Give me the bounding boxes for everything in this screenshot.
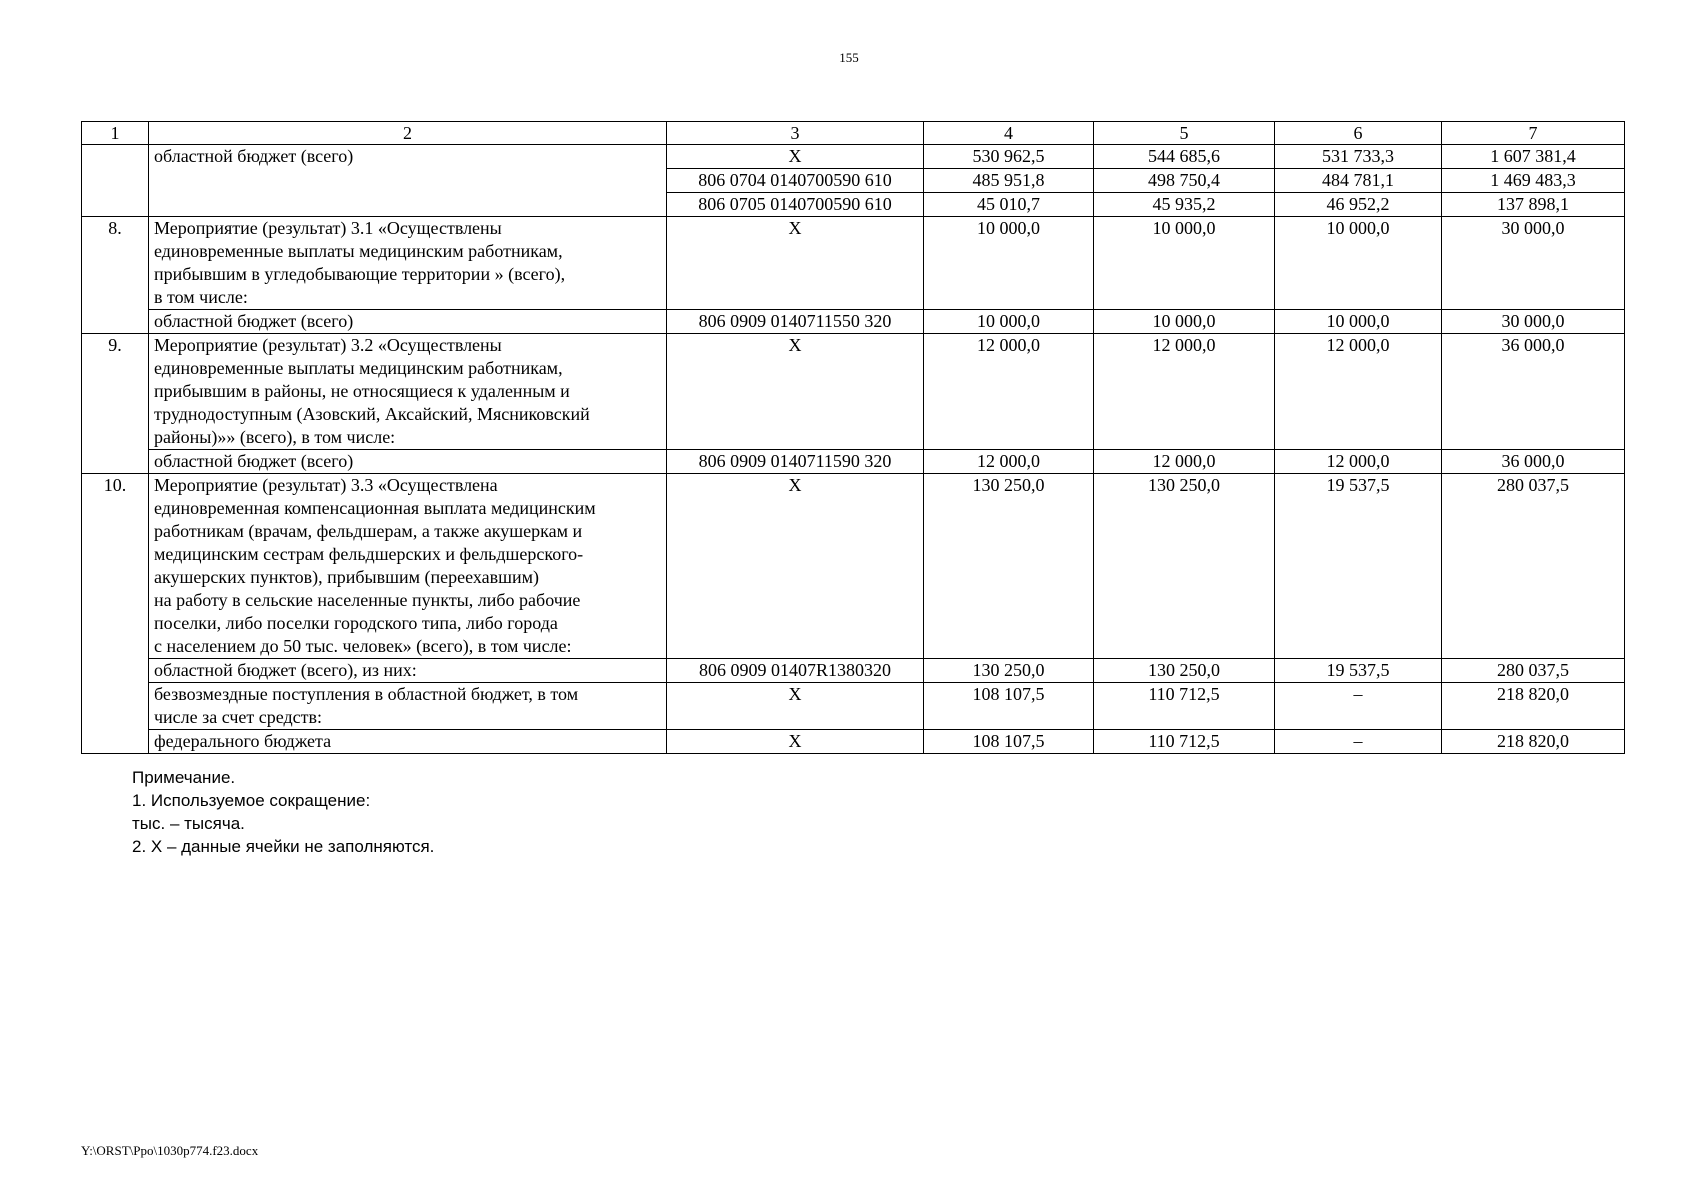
row-budget-code: 806 0909 01407R1380320 [667, 659, 924, 683]
header-cell-2: 2 [149, 122, 667, 145]
row-number: 9. [82, 334, 149, 474]
row-value-col6: 484 781,1 [1275, 169, 1442, 193]
row-budget-code: 806 0705 0140700590 610 [667, 193, 924, 217]
row-value-col4: 45 010,7 [924, 193, 1094, 217]
header-cell-5: 5 [1094, 122, 1275, 145]
row-value-col6: 12 000,0 [1275, 450, 1442, 474]
row-number [82, 145, 149, 217]
table-row [82, 145, 1625, 169]
row-value-col5: 544 685,6 [1094, 145, 1275, 169]
row-budget-code: X [667, 683, 924, 730]
row-budget-code: X [667, 334, 924, 450]
header-cell-7: 7 [1442, 122, 1625, 145]
row-number: 10. [82, 474, 149, 754]
table-row [82, 450, 1625, 474]
row-name: федерального бюджета [149, 730, 667, 754]
header-cell-3: 3 [667, 122, 924, 145]
row-value-col6: – [1275, 730, 1442, 754]
row-value-col6: 12 000,0 [1275, 334, 1442, 450]
row-value-col5: 110 712,5 [1094, 683, 1275, 730]
row-name: областной бюджет (всего) [149, 310, 667, 334]
table-body [82, 122, 1625, 754]
row-value-col4: 108 107,5 [924, 730, 1094, 754]
row-name: областной бюджет (всего) [149, 450, 667, 474]
row-name: областной бюджет (всего), из них: [149, 659, 667, 683]
row-value-col4: 10 000,0 [924, 310, 1094, 334]
row-value-col4: 12 000,0 [924, 450, 1094, 474]
row-budget-code: X [667, 474, 924, 659]
budget-table [81, 121, 1625, 754]
row-budget-code: 806 0909 0140711550 320 [667, 310, 924, 334]
row-budget-code: X [667, 145, 924, 169]
row-name: Мероприятие (результат) 3.2 «Осуществлены единовременные выплаты медицинским работникам, прибывшим в районы, не относящиеся к удаленным и труднодоступным (Азовский, Аксайский, Мясниковский районы)»» (всего), в том числе: [149, 334, 667, 450]
notes-item-1: 1. Используемое сокращение: [132, 791, 371, 810]
row-value-col5: 130 250,0 [1094, 474, 1275, 659]
row-value-col7: 30 000,0 [1442, 310, 1625, 334]
notes-item-2: 2. Х – данные ячейки не заполняются. [132, 837, 435, 856]
table-row [82, 659, 1625, 683]
row-name: Мероприятие (результат) 3.3 «Осуществлена единовременная компенсационная выплата медицинским работникам (врачам, фельдшерам, а также акушеркам и медицинским сестрам фельдшерских и фельдшерского- акушерских пунктов), прибывшим (переехавшим) на работу в сельские населенные пункты, либо рабочие поселки, либо поселки городского типа, либо города с населением до 50 тыс. человек» (всего), в том числе: [149, 474, 667, 659]
row-value-col4: 10 000,0 [924, 217, 1094, 310]
row-value-col6: 19 537,5 [1275, 474, 1442, 659]
row-value-col5: 130 250,0 [1094, 659, 1275, 683]
table-row [82, 683, 1625, 730]
row-value-col7: 137 898,1 [1442, 193, 1625, 217]
table-header-row [82, 122, 1625, 145]
file-path-footer: Y:\ORST\Ppo\1030p774.f23.docx [81, 1143, 259, 1158]
table-row [82, 730, 1625, 754]
row-value-col7: 1 469 483,3 [1442, 169, 1625, 193]
row-name: областной бюджет (всего) [149, 145, 667, 217]
row-value-col6: 19 537,5 [1275, 659, 1442, 683]
row-number: 8. [82, 217, 149, 334]
row-value-col4: 130 250,0 [924, 474, 1094, 659]
header-cell-6: 6 [1275, 122, 1442, 145]
row-value-col6: 531 733,3 [1275, 145, 1442, 169]
row-value-col6: – [1275, 683, 1442, 730]
row-value-col5: 10 000,0 [1094, 310, 1275, 334]
row-value-col7: 30 000,0 [1442, 217, 1625, 310]
table-row [82, 310, 1625, 334]
row-budget-code: X [667, 730, 924, 754]
row-value-col7: 1 607 381,4 [1442, 145, 1625, 169]
row-value-col7: 280 037,5 [1442, 474, 1625, 659]
row-name: безвозмездные поступления в областной бюджет, в том числе за счет средств: [149, 683, 667, 730]
row-value-col4: 530 962,5 [924, 145, 1094, 169]
row-value-col4: 108 107,5 [924, 683, 1094, 730]
notes-block [132, 766, 434, 858]
row-value-col6: 10 000,0 [1275, 310, 1442, 334]
row-value-col7: 218 820,0 [1442, 730, 1625, 754]
row-value-col7: 36 000,0 [1442, 334, 1625, 450]
row-value-col4: 130 250,0 [924, 659, 1094, 683]
row-value-col7: 280 037,5 [1442, 659, 1625, 683]
row-value-col5: 110 712,5 [1094, 730, 1275, 754]
notes-title: Примечание. [132, 768, 236, 787]
table-row [82, 217, 1625, 310]
notes-item-1-detail: тыс. – тысяча. [132, 814, 245, 833]
row-value-col5: 12 000,0 [1094, 450, 1275, 474]
row-budget-code: X [667, 217, 924, 310]
table-row [82, 334, 1625, 450]
row-value-col6: 10 000,0 [1275, 217, 1442, 310]
row-value-col5: 10 000,0 [1094, 217, 1275, 310]
header-cell-4: 4 [924, 122, 1094, 145]
row-value-col5: 12 000,0 [1094, 334, 1275, 450]
row-value-col4: 485 951,8 [924, 169, 1094, 193]
row-value-col5: 45 935,2 [1094, 193, 1275, 217]
row-value-col6: 46 952,2 [1275, 193, 1442, 217]
row-value-col4: 12 000,0 [924, 334, 1094, 450]
row-budget-code: 806 0704 0140700590 610 [667, 169, 924, 193]
row-budget-code: 806 0909 0140711590 320 [667, 450, 924, 474]
row-value-col7: 36 000,0 [1442, 450, 1625, 474]
table-row [82, 474, 1625, 659]
page-number: 155 [839, 50, 859, 65]
row-name: Мероприятие (результат) 3.1 «Осуществлены единовременные выплаты медицинским работникам, прибывшим в угледобывающие территории » (всего), в том числе: [149, 217, 667, 310]
row-value-col5: 498 750,4 [1094, 169, 1275, 193]
header-cell-1: 1 [82, 122, 149, 145]
row-value-col7: 218 820,0 [1442, 683, 1625, 730]
